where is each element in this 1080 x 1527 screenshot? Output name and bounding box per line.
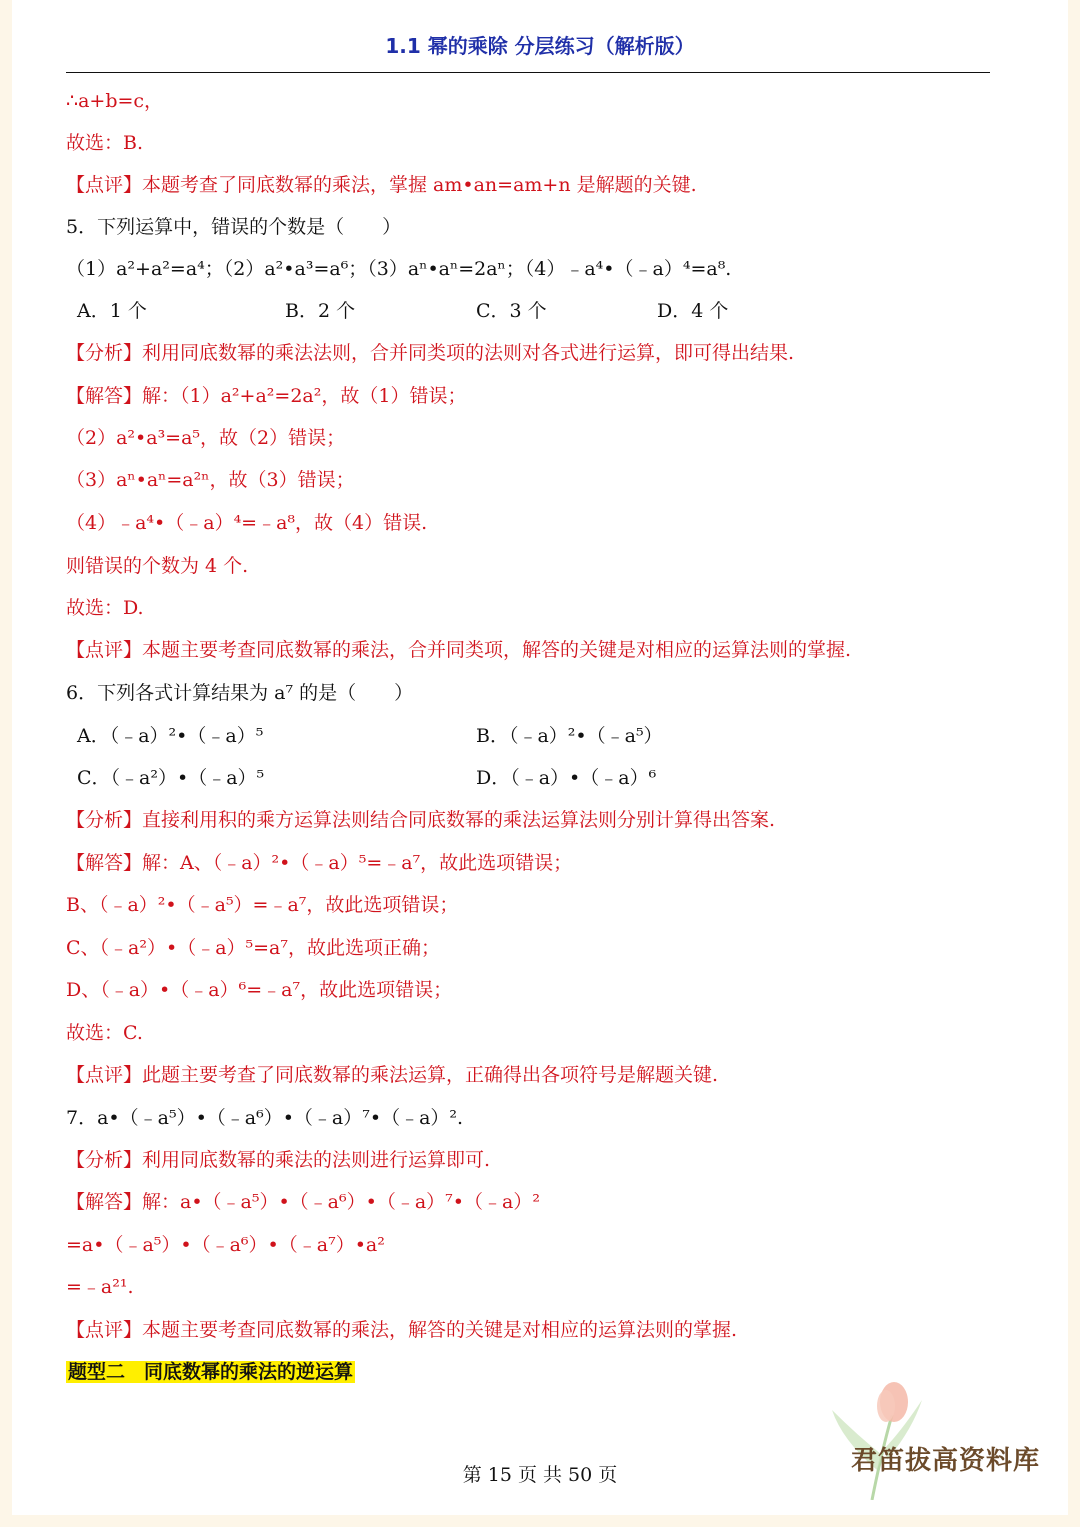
answer-line: 故选：C.: [66, 1022, 143, 1044]
answer-line: 故选：D.: [66, 597, 144, 619]
analysis-line: 【分析】利用同底数幂的乘法的法则进行运算即可.: [66, 1149, 491, 1171]
solution-line: 则错误的个数为 4 个.: [66, 555, 249, 577]
q6-option-c: C．（﹣a²）•（﹣a）⁵: [77, 767, 265, 789]
question-7: 7．a•（﹣a⁵）•（﹣a⁶）•（﹣a）⁷•（﹣a）².: [66, 1107, 464, 1129]
analysis-line: 【分析】利用同底数幂的乘法法则，合并同类项的法则对各式进行运算，即可得出结果.: [66, 342, 795, 364]
q6-option-d: D．（﹣a）•（﹣a）⁶: [476, 767, 657, 789]
comment-line: 【点评】本题主要考查同底数幂的乘法，合并同类项，解答的关键是对相应的运算法则的掌握.: [66, 639, 852, 661]
question-5-items: （1）a²+a²=a⁴；（2）a²•a³=a⁶；（3）aⁿ•aⁿ=2aⁿ；（4）﹣a⁴•（﹣a）⁴=a⁸.: [66, 258, 732, 280]
watermark-text: 君笛拔高资料库: [850, 1446, 1040, 1476]
solution-line: 【解答】解：A、（﹣a）²•（﹣a）⁵=﹣a⁷，故此选项错误；: [66, 852, 573, 874]
text-line: 故选：B.: [66, 132, 144, 154]
header-rule: [66, 72, 990, 73]
page-header-title: 1.1 幂的乘除 分层练习（解析版）: [385, 34, 695, 58]
q5-option-c: C．3 个: [476, 300, 547, 322]
comment-line: 【点评】此题主要考查了同底数幂的乘法运算，正确得出各项符号是解题关键.: [66, 1064, 719, 1086]
solution-line: 【解答】解：（1）a²+a²=2a²，故（1）错误；: [66, 385, 467, 407]
question-5: 5．下列运算中，错误的个数是（ ）: [66, 216, 402, 238]
section-title: [66, 1359, 355, 1385]
question-6: 6．下列各式计算结果为 a⁷ 的是（ ）: [66, 682, 414, 704]
section-title-text: 题型二 同底数幂的乘法的逆运算: [68, 1361, 354, 1383]
solution-line: D、（﹣a）•（﹣a）⁶=﹣a⁷，故此选项错误；: [66, 979, 453, 1001]
solution-line: B、（﹣a）²•（﹣a⁵）=﹣a⁷，故此选项错误；: [66, 894, 459, 916]
comment-line: 【点评】本题主要考查同底数幂的乘法，解答的关键是对相应的运算法则的掌握.: [66, 1319, 738, 1341]
solution-line: （4）﹣a⁴•（﹣a）⁴=﹣a⁸，故（4）错误.: [66, 512, 428, 534]
q6-option-a: A．（﹣a）²•（﹣a）⁵: [77, 725, 264, 747]
solution-line: （2）a²•a³=a⁵，故（2）错误；: [66, 427, 346, 449]
solution-line: 【解答】解：a•（﹣a⁵）•（﹣a⁶）•（﹣a）⁷•（﹣a）²: [66, 1191, 540, 1213]
solution-line: （3）aⁿ•aⁿ=a²ⁿ，故（3）错误；: [66, 469, 355, 491]
q5-option-b: B．2 个: [285, 300, 356, 322]
q5-option-a: A．1 个: [77, 300, 147, 322]
page-footer: 第 15 页 共 50 页: [462, 1464, 618, 1486]
q5-option-d: D．4 个: [657, 300, 729, 322]
solution-line: =a•（﹣a⁵）•（﹣a⁶）•（﹣a⁷）•a²: [66, 1234, 385, 1256]
solution-line: C、（﹣a²）•（﹣a）⁵=a⁷，故此选项正确；: [66, 937, 440, 959]
q6-option-b: B．（﹣a）²•（﹣a⁵）: [476, 725, 663, 747]
comment-line: 【点评】本题考查了同底数幂的乘法，掌握 am•an=am+n 是解题的关键.: [66, 174, 697, 196]
solution-line: =﹣a²¹.: [66, 1276, 134, 1298]
text-line: ∴a+b=c，: [66, 90, 164, 112]
analysis-line: 【分析】直接利用积的乘方运算法则结合同底数幂的乘法运算法则分别计算得出答案.: [66, 809, 776, 831]
